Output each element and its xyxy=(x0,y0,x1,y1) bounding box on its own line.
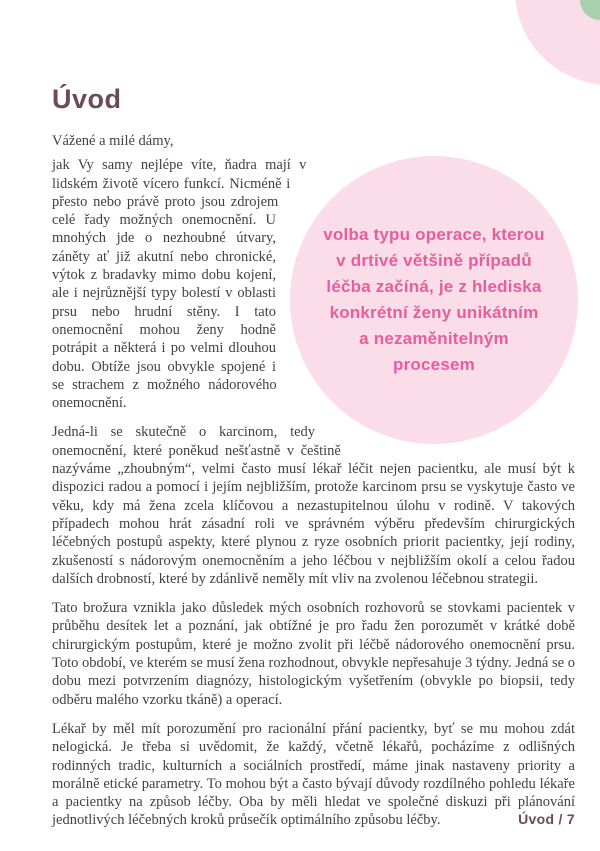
body-copy xyxy=(52,132,575,830)
callout-line: a nezaměnitelným xyxy=(359,329,509,348)
callout-line: procesem xyxy=(393,355,475,374)
callout-text xyxy=(323,222,545,378)
page-title: Úvod xyxy=(52,84,122,114)
callout-circle xyxy=(290,156,578,444)
paragraph: Tato brožura vznikla jako důsledek mých osobních rozhovorů se stovkami pacientek v průběhu desítek let a poznání, jak obtížné je pro řadu žen porozumět v krátké době chirurgickým postupům, které je možno zvolit při léčbě nádorového onemocnění prsu. Toto období, ve kterém se musí žena rozhodnout, obvykle nepřesahuje 3 týdny. Jedná se o dobu mezi potvrzením diagnózy, histologickým vyšetřením (obvykle po biopsii, tedy odběru malého vzorku tkáně) a operací. xyxy=(52,600,575,708)
callout-line: léčba začíná, je z hlediska xyxy=(326,277,542,296)
paragraph: Lékař by měl mít porozumění pro racionální přání pacientky, byť se mu mohou zdát nelogická. Je třeba si uvědomit, že každý, včetně lékařů, pocházíme z odlišných rodinných tradic, kulturních a sociálních prostředí, máme jinak nastaveny priority a morálně etické parametry. To mohou být a často bývají důvody rozdílného pohledu lékaře a pacientky na způsob léčby. Oba by měli hledat ve společné diskuzi při plánování jednotlivých léčebných kroků průsečík optimálního způsobu léčby. xyxy=(52,720,575,829)
callout-line: volba typu operace, kterou xyxy=(323,225,545,244)
callout-line: konkrétní ženy unikátním xyxy=(329,303,539,322)
paragraph: jak Vy samy nejlépe víte, ňadra mají v lidském životě vícero funkcí. Nicméně i přesto nebo právě proto jsou zdrojem celé řady možných onemocnění. U mnohých jde o nezhoubné útvary, záněty ať již akutní nebo chronické, výtok z bradavky mimo dobu kojení, ale i nejrůznější typy bolestí v oblasti prsu nebo hrudní stěny. I tato onemocnění mohou ženy hodně potrápit a některá i po velmi dlouhou dobu. Obtíže jsou obvykle spojené i se strachem z možného nádorového onemocnění. xyxy=(52,157,307,412)
page-footer: Úvod / 7 xyxy=(518,811,575,827)
paragraph: Jedná-li se skutečně o karcinom, tedy onemocnění, které poněkud nešťastně v češtině nazýváme „zhoubným“, velmi často musí lékař léčit nejen pacientku, ale musí být k dispozici radou a pomocí i jejím nejbližším, protože karcinom prsu se vyskytuje často ve věku, kdy má žena zcela klíčovou a nezastupitelnou úlohu v rodině. V takových případech mohou hrát zásadní roli ve správném výběru především chirurgických léčebných postupů aspekty, které plynou z ryze osobních priorit pacientky, její rodiny, zkušeností s nádorovým onemocněním a jeho léčbou v nejbližším okolí a celou řadou dalších drobností, které by zdánlivě neměly mít vliv na zvolenou léčebnou strategii. xyxy=(52,424,575,587)
callout-line: v drtivé většině případů xyxy=(336,251,532,270)
salutation: Vážené a milé dámy, xyxy=(52,133,174,149)
